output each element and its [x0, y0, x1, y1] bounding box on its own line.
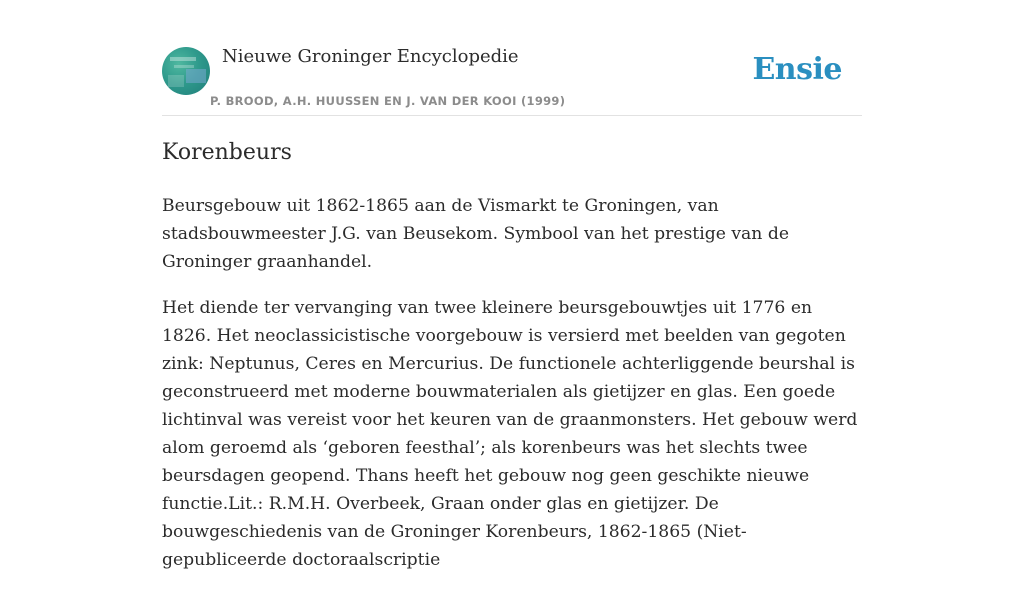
book-authors: P. BROOD, A.H. HUUSSEN EN J. VAN DER KOOI (1999) [210, 94, 566, 108]
entry-title: Korenbeurs [162, 140, 292, 165]
cover-block [186, 69, 206, 83]
entry-paragraph: Het diende ter vervanging van twee kleinere beursgebouwtjes uit 1776 en 1826. Het neoclassicistische voorgebouw is versierd met beelden van gegoten zink: Neptunus, Ceres en Mercurius. De functionele achterliggende beurshal is geconstrueerd met moderne bouwmaterialen als gietijzer en glas. Een goede lichtinval was vereist voor het keuren van de graanmonsters. Het gebouw werd alom geroemd als ‘geboren feesthal’; als korenbeurs was het slechts twee beursdagen geopend. Thans heeft het gebouw nog geen geschikte nieuwe functie.Lit.: R.M.H. Overbeek, Graan onder glas en gietijzer. De bouwgeschiedenis van de Groninger Korenbeurs, 1862-1865 (Niet-gepubliceerde doctoraalscriptie [162, 298, 858, 570]
cover-stripe [170, 57, 196, 61]
page-container [162, 0, 862, 570]
cover-stripe [174, 65, 194, 68]
cover-block [168, 75, 184, 87]
ensie-logo[interactable]: Ensie [752, 52, 842, 87]
book-cover-icon[interactable] [162, 47, 210, 95]
source-header [162, 0, 862, 116]
entry-body [162, 192, 862, 592]
entry-paragraph: Beursgebouw uit 1862-1865 aan de Vismarkt te Groningen, van stadsbouwmeester J.G. van Beusekom. Symbool van het prestige van de Groninger graanhandel. [162, 196, 790, 272]
book-title-link[interactable]: Nieuwe Groninger Encyclopedie [222, 46, 519, 67]
